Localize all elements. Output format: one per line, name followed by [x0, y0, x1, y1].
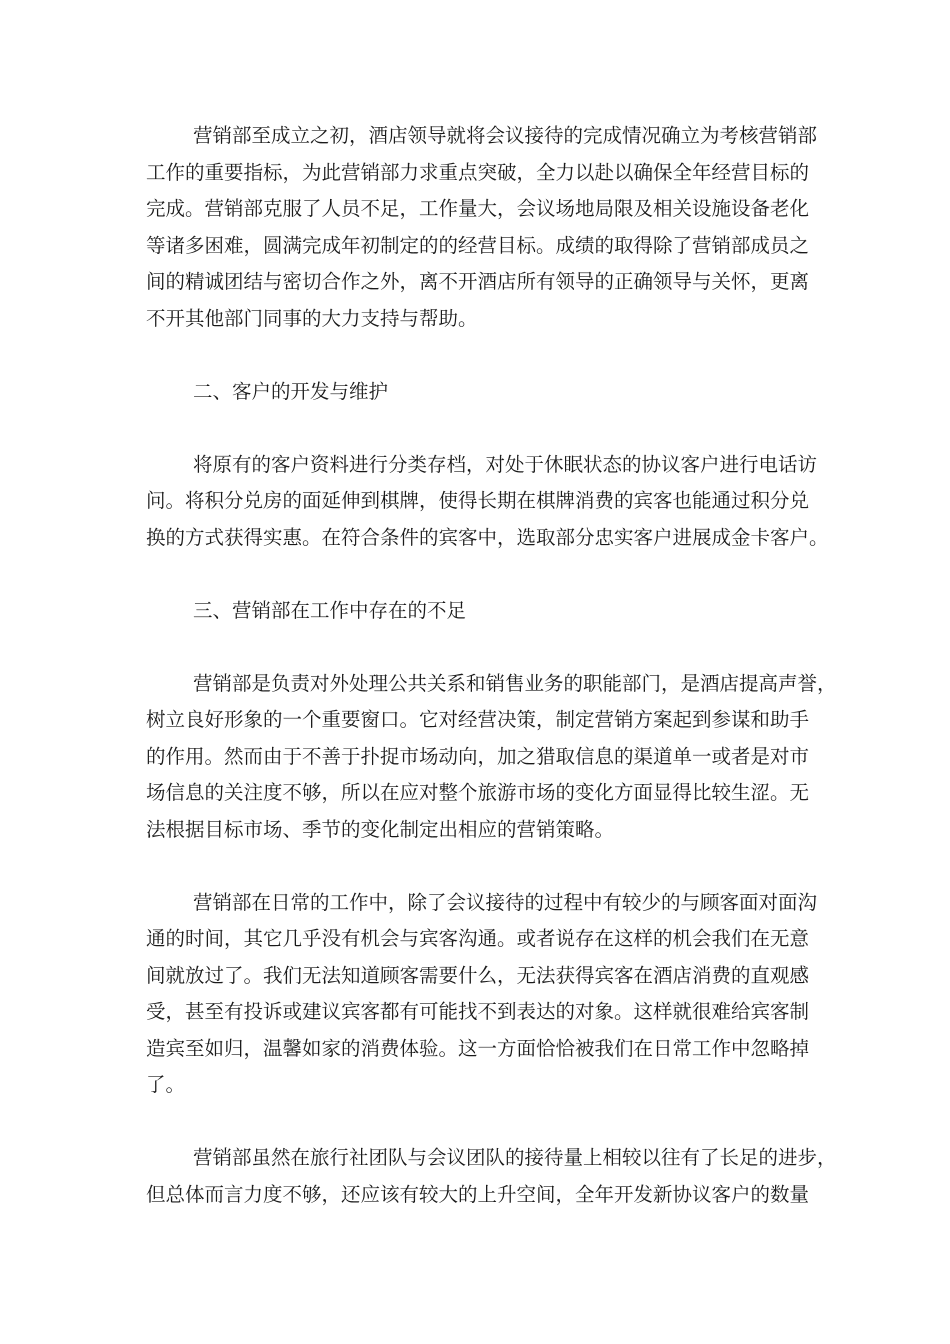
- paragraph-gap: [146, 556, 826, 593]
- text-line: 树立良好形象的一个重要窗口。它对经营决策，制定营销方案起到参谋和助手: [146, 708, 810, 731]
- paragraph-gap: [146, 629, 826, 666]
- paragraph: [146, 447, 829, 557]
- text-line: 场信息的关注度不够，所以在应对整个旅游市场的变化方面显得比较生涩。无: [146, 781, 810, 804]
- text-line: 营销部至成立之初，酒店领导就将会议接待的完成情况确立为考核营销部: [193, 124, 818, 147]
- paragraph: [146, 666, 837, 849]
- text-line: 的作用。然而由于不善于扑捉市场动向，加之猎取信息的渠道单一或者是对市: [146, 744, 810, 768]
- text-line: 问。将积分兑房的面延伸到棋牌，使得长期在棋牌消费的宾客也能通过积分兑: [146, 489, 810, 512]
- heading-text: 三、营销部在工作中存在的不足: [193, 598, 467, 622]
- paragraph-gap: [146, 1104, 826, 1141]
- section-heading: [146, 593, 826, 630]
- paragraph: [146, 1140, 837, 1213]
- text-line: 受，甚至有投诉或建议宾客都有可能找不到表达的对象。这样就很难给宾客制: [146, 1000, 810, 1023]
- text-line: 造宾至如归，温馨如家的消费体验。这一方面恰恰被我们在日常工作中忽略掉: [146, 1036, 810, 1060]
- heading-text: 二、客户的开发与维护: [193, 379, 389, 403]
- text-line: 将原有的客户资料进行分类存档，对处于休眠状态的协议客户进行电话访: [193, 452, 818, 476]
- text-line: 不开其他部门同事的大力支持与帮助。: [146, 306, 478, 330]
- text-line: 间的精诚团结与密切合作之外，离不开酒店所有领导的正确领导与关怀，更离: [146, 270, 810, 293]
- paragraph-gap: [146, 410, 826, 447]
- text-line: 但总体而言力度不够，还应该有较大的上升空间，全年开发新协议客户的数量: [146, 1182, 810, 1206]
- text-line: 等诸多困难，圆满完成年初制定的的经营目标。成绩的取得除了营销部成员之: [146, 233, 810, 257]
- section-heading: [146, 374, 826, 411]
- text-line: 了。: [146, 1073, 186, 1096]
- text-line: 营销部虽然在旅行社团队与会议团队的接待量上相较以往有了长足的进步，: [193, 1146, 837, 1169]
- paragraph-gap: [146, 848, 826, 885]
- document-body: [146, 118, 837, 1213]
- text-line: 营销部是负责对外处理公共关系和销售业务的职能部门，是酒店提高声誉，: [193, 671, 837, 695]
- text-line: 完成。营销部克服了人员不足，工作量大，会议场地局限及相关设施设备老化: [146, 197, 810, 220]
- text-line: 营销部在日常的工作中，除了会议接待的过程中有较少的与顾客面对面沟: [193, 890, 818, 914]
- paragraph: [146, 118, 826, 337]
- text-line: 工作的重要指标，为此营销部力求重点突破，全力以赴以确保全年经营目标的: [146, 160, 810, 184]
- paragraph-gap: [146, 337, 826, 374]
- text-line: 通的时间，其它几乎没有机会与宾客沟通。或者说存在这样的机会我们在无意: [146, 927, 810, 950]
- paragraph: [146, 885, 826, 1104]
- text-line: 法根据目标市场、季节的变化制定出相应的营销策略。: [146, 817, 615, 841]
- text-line: 间就放过了。我们无法知道顾客需要什么，无法获得宾客在酒店消费的直观感: [146, 963, 810, 987]
- text-line: 换的方式获得实惠。在符合条件的宾客中，选取部分忠实客户进展成金卡客户。: [146, 525, 829, 549]
